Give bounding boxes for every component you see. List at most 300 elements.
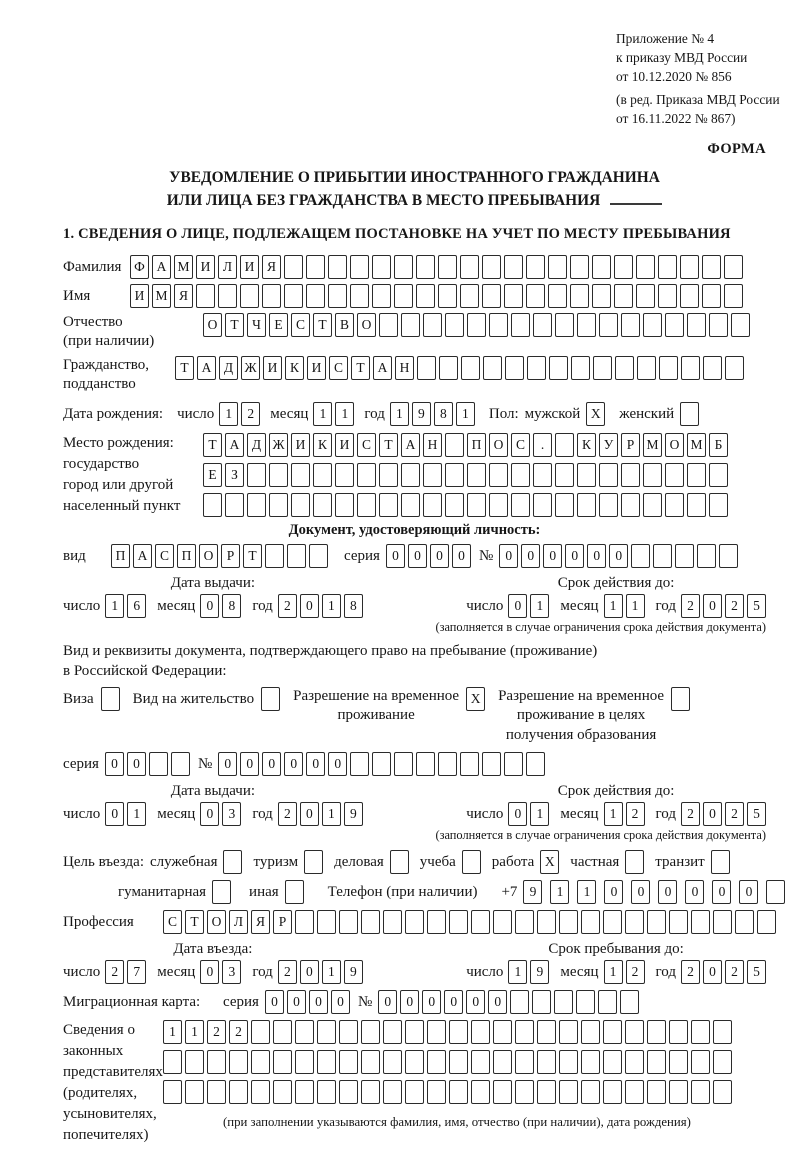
char-box[interactable]: [647, 910, 666, 934]
char-box[interactable]: [438, 255, 457, 279]
char-box[interactable]: 0: [127, 752, 146, 776]
char-box[interactable]: 2: [278, 802, 297, 826]
char-box[interactable]: 1: [530, 802, 549, 826]
char-box[interactable]: Т: [313, 313, 332, 337]
char-box[interactable]: [445, 433, 464, 457]
char-box[interactable]: [691, 1050, 710, 1074]
char-box[interactable]: [401, 463, 420, 487]
char-box[interactable]: А: [225, 433, 244, 457]
char-box[interactable]: [482, 284, 501, 308]
char-box[interactable]: 1: [508, 960, 527, 984]
char-box[interactable]: 0: [265, 990, 284, 1014]
char-box[interactable]: [171, 752, 190, 776]
char-box[interactable]: [295, 910, 314, 934]
char-box[interactable]: [467, 313, 486, 337]
char-box[interactable]: [533, 463, 552, 487]
char-box[interactable]: .: [533, 433, 552, 457]
char-box[interactable]: [482, 752, 501, 776]
char-box[interactable]: 0: [218, 752, 237, 776]
char-box[interactable]: Ф: [130, 255, 149, 279]
char-box[interactable]: 0: [300, 802, 319, 826]
char-box[interactable]: [207, 1080, 226, 1104]
char-box[interactable]: Е: [269, 313, 288, 337]
char-box[interactable]: [555, 313, 574, 337]
char-box[interactable]: 0: [240, 752, 259, 776]
char-box[interactable]: 1: [577, 880, 596, 904]
char-box[interactable]: [549, 356, 568, 380]
char-box[interactable]: [636, 255, 655, 279]
char-box[interactable]: [724, 255, 743, 279]
char-box[interactable]: [504, 284, 523, 308]
char-box[interactable]: [615, 356, 634, 380]
char-box[interactable]: [511, 493, 530, 517]
char-box[interactable]: 0: [604, 880, 623, 904]
char-box[interactable]: [527, 356, 546, 380]
char-box[interactable]: [515, 1080, 534, 1104]
char-box[interactable]: [669, 1080, 688, 1104]
char-box[interactable]: [383, 910, 402, 934]
char-box[interactable]: [504, 752, 523, 776]
char-box[interactable]: 9: [344, 802, 363, 826]
char-box[interactable]: [273, 1020, 292, 1044]
char-box[interactable]: [757, 910, 776, 934]
char-box[interactable]: [515, 910, 534, 934]
char-box[interactable]: [559, 1050, 578, 1074]
char-box[interactable]: О: [199, 544, 218, 568]
char-box[interactable]: [625, 1080, 644, 1104]
char-box[interactable]: 2: [626, 960, 645, 984]
char-box[interactable]: [576, 990, 595, 1014]
char-box[interactable]: [163, 1050, 182, 1074]
char-box[interactable]: 0: [422, 990, 441, 1014]
char-box[interactable]: 1: [322, 594, 341, 618]
char-box[interactable]: П: [467, 433, 486, 457]
char-box[interactable]: [306, 284, 325, 308]
char-box[interactable]: [658, 284, 677, 308]
char-box[interactable]: [335, 493, 354, 517]
char-box[interactable]: Ч: [247, 313, 266, 337]
char-box[interactable]: С: [163, 910, 182, 934]
char-box[interactable]: [251, 1080, 270, 1104]
char-box[interactable]: 1: [322, 960, 341, 984]
char-box[interactable]: [511, 463, 530, 487]
char-box[interactable]: 1: [322, 802, 341, 826]
char-box[interactable]: 2: [278, 960, 297, 984]
char-box[interactable]: Н: [423, 433, 442, 457]
char-box[interactable]: 1: [604, 802, 623, 826]
char-box[interactable]: М: [174, 255, 193, 279]
char-box[interactable]: [554, 990, 573, 1014]
char-box[interactable]: [669, 1050, 688, 1074]
char-box[interactable]: Р: [221, 544, 240, 568]
char-box[interactable]: [218, 284, 237, 308]
char-box[interactable]: [603, 1050, 622, 1074]
char-box[interactable]: 5: [747, 594, 766, 618]
char-box[interactable]: 2: [681, 594, 700, 618]
char-box[interactable]: [577, 463, 596, 487]
char-box[interactable]: 2: [278, 594, 297, 618]
char-box[interactable]: 6: [127, 594, 146, 618]
char-box[interactable]: [247, 463, 266, 487]
char-box[interactable]: 9: [412, 402, 431, 426]
char-box[interactable]: М: [152, 284, 171, 308]
char-box[interactable]: [361, 1080, 380, 1104]
char-box[interactable]: 0: [306, 752, 325, 776]
char-box[interactable]: 2: [681, 802, 700, 826]
char-box[interactable]: [533, 313, 552, 337]
char-box[interactable]: [724, 284, 743, 308]
char-box[interactable]: [647, 1080, 666, 1104]
char-box[interactable]: [603, 910, 622, 934]
char-box[interactable]: [295, 1080, 314, 1104]
char-box[interactable]: [467, 463, 486, 487]
char-box[interactable]: 9: [530, 960, 549, 984]
char-box[interactable]: Я: [262, 255, 281, 279]
char-box[interactable]: 1: [185, 1020, 204, 1044]
char-box[interactable]: Л: [229, 910, 248, 934]
char-box[interactable]: [702, 284, 721, 308]
char-box[interactable]: [445, 313, 464, 337]
char-box[interactable]: [379, 313, 398, 337]
char-box[interactable]: [449, 1050, 468, 1074]
char-box[interactable]: [636, 284, 655, 308]
char-box[interactable]: [251, 1050, 270, 1074]
char-box[interactable]: [709, 463, 728, 487]
char-box[interactable]: [493, 1020, 512, 1044]
char-box[interactable]: [471, 1050, 490, 1074]
char-box[interactable]: 2: [725, 594, 744, 618]
char-box[interactable]: [533, 493, 552, 517]
char-box[interactable]: [401, 493, 420, 517]
char-box[interactable]: [489, 313, 508, 337]
char-box[interactable]: [445, 463, 464, 487]
char-box[interactable]: [647, 1050, 666, 1074]
char-box[interactable]: 1: [530, 594, 549, 618]
char-box[interactable]: [405, 1080, 424, 1104]
char-box[interactable]: [350, 255, 369, 279]
purpose-other-checkbox[interactable]: [285, 880, 304, 904]
char-box[interactable]: 2: [207, 1020, 226, 1044]
char-box[interactable]: 8: [434, 402, 453, 426]
char-box[interactable]: [295, 1050, 314, 1074]
char-box[interactable]: [335, 463, 354, 487]
char-box[interactable]: [515, 1020, 534, 1044]
char-box[interactable]: [680, 255, 699, 279]
char-box[interactable]: Р: [273, 910, 292, 934]
char-box[interactable]: [669, 1020, 688, 1044]
char-box[interactable]: 7: [127, 960, 146, 984]
char-box[interactable]: [703, 356, 722, 380]
char-box[interactable]: [339, 1080, 358, 1104]
char-box[interactable]: [581, 1020, 600, 1044]
char-box[interactable]: [526, 752, 545, 776]
char-box[interactable]: [625, 910, 644, 934]
char-box[interactable]: [493, 1080, 512, 1104]
char-box[interactable]: 0: [328, 752, 347, 776]
char-box[interactable]: [526, 284, 545, 308]
char-box[interactable]: [647, 1020, 666, 1044]
char-box[interactable]: [625, 1020, 644, 1044]
char-box[interactable]: [225, 493, 244, 517]
char-box[interactable]: [504, 255, 523, 279]
char-box[interactable]: 0: [631, 880, 650, 904]
char-box[interactable]: [665, 463, 684, 487]
char-box[interactable]: Д: [247, 433, 266, 457]
char-box[interactable]: [313, 463, 332, 487]
char-box[interactable]: И: [307, 356, 326, 380]
char-box[interactable]: [581, 910, 600, 934]
char-box[interactable]: 0: [200, 594, 219, 618]
char-box[interactable]: 0: [378, 990, 397, 1014]
char-box[interactable]: 1: [390, 402, 409, 426]
char-box[interactable]: 8: [344, 594, 363, 618]
char-box[interactable]: Т: [175, 356, 194, 380]
char-box[interactable]: З: [225, 463, 244, 487]
char-box[interactable]: [229, 1080, 248, 1104]
char-box[interactable]: [438, 752, 457, 776]
char-box[interactable]: 0: [712, 880, 731, 904]
char-box[interactable]: 0: [543, 544, 562, 568]
char-box[interactable]: [149, 752, 168, 776]
char-box[interactable]: 5: [747, 802, 766, 826]
char-box[interactable]: 9: [344, 960, 363, 984]
char-box[interactable]: [555, 493, 574, 517]
char-box[interactable]: [438, 284, 457, 308]
char-box[interactable]: [621, 493, 640, 517]
char-box[interactable]: [269, 463, 288, 487]
char-box[interactable]: С: [357, 433, 376, 457]
char-box[interactable]: [537, 1080, 556, 1104]
char-box[interactable]: [599, 463, 618, 487]
char-box[interactable]: [713, 1050, 732, 1074]
char-box[interactable]: М: [687, 433, 706, 457]
char-box[interactable]: 0: [508, 802, 527, 826]
char-box[interactable]: 0: [703, 594, 722, 618]
char-box[interactable]: У: [599, 433, 618, 457]
char-box[interactable]: 3: [222, 802, 241, 826]
char-box[interactable]: [291, 463, 310, 487]
char-box[interactable]: [659, 356, 678, 380]
char-box[interactable]: [598, 990, 617, 1014]
char-box[interactable]: [449, 1020, 468, 1044]
char-box[interactable]: 0: [466, 990, 485, 1014]
char-box[interactable]: [471, 1080, 490, 1104]
char-box[interactable]: [537, 910, 556, 934]
char-box[interactable]: С: [329, 356, 348, 380]
char-box[interactable]: [621, 463, 640, 487]
purpose-business-checkbox[interactable]: [390, 850, 409, 874]
purpose-humanitarian-checkbox[interactable]: [212, 880, 231, 904]
char-box[interactable]: [675, 544, 694, 568]
char-box[interactable]: Д: [219, 356, 238, 380]
char-box[interactable]: [427, 1020, 446, 1044]
char-box[interactable]: Я: [251, 910, 270, 934]
char-box[interactable]: [265, 544, 284, 568]
char-box[interactable]: [570, 255, 589, 279]
char-box[interactable]: [555, 463, 574, 487]
char-box[interactable]: 0: [430, 544, 449, 568]
char-box[interactable]: [735, 910, 754, 934]
char-box[interactable]: [339, 910, 358, 934]
char-box[interactable]: [423, 463, 442, 487]
char-box[interactable]: [515, 1050, 534, 1074]
char-box[interactable]: 2: [229, 1020, 248, 1044]
char-box[interactable]: О: [203, 313, 222, 337]
char-box[interactable]: [665, 313, 684, 337]
char-box[interactable]: 1: [313, 402, 332, 426]
char-box[interactable]: [427, 1050, 446, 1074]
char-box[interactable]: 0: [703, 960, 722, 984]
char-box[interactable]: [185, 1080, 204, 1104]
char-box[interactable]: Б: [709, 433, 728, 457]
char-box[interactable]: П: [111, 544, 130, 568]
char-box[interactable]: [269, 493, 288, 517]
char-box[interactable]: [357, 463, 376, 487]
visa-checkbox[interactable]: [101, 687, 120, 711]
char-box[interactable]: [493, 1050, 512, 1074]
char-box[interactable]: [401, 313, 420, 337]
char-box[interactable]: 0: [331, 990, 350, 1014]
char-box[interactable]: 1: [604, 960, 623, 984]
char-box[interactable]: С: [291, 313, 310, 337]
char-box[interactable]: [680, 284, 699, 308]
char-box[interactable]: [287, 544, 306, 568]
char-box[interactable]: [405, 1050, 424, 1074]
char-box[interactable]: К: [285, 356, 304, 380]
char-box[interactable]: 0: [444, 990, 463, 1014]
char-box[interactable]: [461, 356, 480, 380]
char-box[interactable]: 0: [386, 544, 405, 568]
char-box[interactable]: 0: [200, 802, 219, 826]
char-box[interactable]: 0: [739, 880, 758, 904]
char-box[interactable]: [505, 356, 524, 380]
char-box[interactable]: Л: [218, 255, 237, 279]
char-box[interactable]: О: [207, 910, 226, 934]
char-box[interactable]: [709, 493, 728, 517]
char-box[interactable]: [687, 493, 706, 517]
char-box[interactable]: [361, 1020, 380, 1044]
char-box[interactable]: [697, 544, 716, 568]
char-box[interactable]: [417, 356, 436, 380]
char-box[interactable]: [372, 284, 391, 308]
char-box[interactable]: [423, 493, 442, 517]
char-box[interactable]: 1: [626, 594, 645, 618]
char-box[interactable]: Ж: [241, 356, 260, 380]
char-box[interactable]: [577, 493, 596, 517]
char-box[interactable]: [379, 463, 398, 487]
char-box[interactable]: [599, 313, 618, 337]
char-box[interactable]: А: [373, 356, 392, 380]
char-box[interactable]: [416, 284, 435, 308]
char-box[interactable]: [687, 313, 706, 337]
char-box[interactable]: 1: [219, 402, 238, 426]
char-box[interactable]: [665, 493, 684, 517]
char-box[interactable]: 2: [725, 960, 744, 984]
char-box[interactable]: [207, 1050, 226, 1074]
char-box[interactable]: [577, 313, 596, 337]
char-box[interactable]: [240, 284, 259, 308]
char-box[interactable]: [460, 752, 479, 776]
char-box[interactable]: 2: [241, 402, 260, 426]
char-box[interactable]: 0: [565, 544, 584, 568]
char-box[interactable]: 0: [685, 880, 704, 904]
char-box[interactable]: [614, 284, 633, 308]
char-box[interactable]: [273, 1080, 292, 1104]
char-box[interactable]: Т: [379, 433, 398, 457]
char-box[interactable]: [731, 313, 750, 337]
char-box[interactable]: Р: [621, 433, 640, 457]
char-box[interactable]: [361, 1050, 380, 1074]
char-box[interactable]: [592, 284, 611, 308]
char-box[interactable]: [471, 910, 490, 934]
char-box[interactable]: 5: [747, 960, 766, 984]
char-box[interactable]: [691, 910, 710, 934]
char-box[interactable]: 0: [658, 880, 677, 904]
char-box[interactable]: [416, 255, 435, 279]
char-box[interactable]: [372, 255, 391, 279]
char-box[interactable]: 0: [105, 752, 124, 776]
char-box[interactable]: [510, 990, 529, 1014]
char-box[interactable]: [653, 544, 672, 568]
char-box[interactable]: 1: [127, 802, 146, 826]
char-box[interactable]: [317, 1080, 336, 1104]
char-box[interactable]: [460, 255, 479, 279]
char-box[interactable]: К: [313, 433, 332, 457]
char-box[interactable]: С: [511, 433, 530, 457]
char-box[interactable]: 0: [300, 960, 319, 984]
char-box[interactable]: 1: [604, 594, 623, 618]
char-box[interactable]: [669, 910, 688, 934]
char-box[interactable]: 0: [521, 544, 540, 568]
char-box[interactable]: Т: [225, 313, 244, 337]
char-box[interactable]: [691, 1080, 710, 1104]
purpose-transit-checkbox[interactable]: [711, 850, 730, 874]
char-box[interactable]: [339, 1020, 358, 1044]
char-box[interactable]: [511, 313, 530, 337]
char-box[interactable]: [643, 493, 662, 517]
char-box[interactable]: 0: [609, 544, 628, 568]
char-box[interactable]: [555, 433, 574, 457]
char-box[interactable]: И: [263, 356, 282, 380]
char-box[interactable]: 0: [488, 990, 507, 1014]
char-box[interactable]: [559, 1020, 578, 1044]
char-box[interactable]: [262, 284, 281, 308]
char-box[interactable]: [394, 255, 413, 279]
char-box[interactable]: [251, 1020, 270, 1044]
char-box[interactable]: [581, 1080, 600, 1104]
char-box[interactable]: [687, 463, 706, 487]
char-box[interactable]: 2: [681, 960, 700, 984]
char-box[interactable]: В: [335, 313, 354, 337]
char-box[interactable]: [658, 255, 677, 279]
char-box[interactable]: [427, 910, 446, 934]
char-box[interactable]: [526, 255, 545, 279]
char-box[interactable]: [631, 544, 650, 568]
char-box[interactable]: [372, 752, 391, 776]
char-box[interactable]: [559, 910, 578, 934]
char-box[interactable]: [196, 284, 215, 308]
char-box[interactable]: [548, 284, 567, 308]
char-box[interactable]: [599, 493, 618, 517]
char-box[interactable]: [405, 1020, 424, 1044]
temp-residence-checkbox[interactable]: X: [466, 687, 485, 711]
char-box[interactable]: [339, 1050, 358, 1074]
char-box[interactable]: 0: [508, 594, 527, 618]
char-box[interactable]: П: [177, 544, 196, 568]
char-box[interactable]: [317, 910, 336, 934]
char-box[interactable]: [229, 1050, 248, 1074]
purpose-official-checkbox[interactable]: [223, 850, 242, 874]
